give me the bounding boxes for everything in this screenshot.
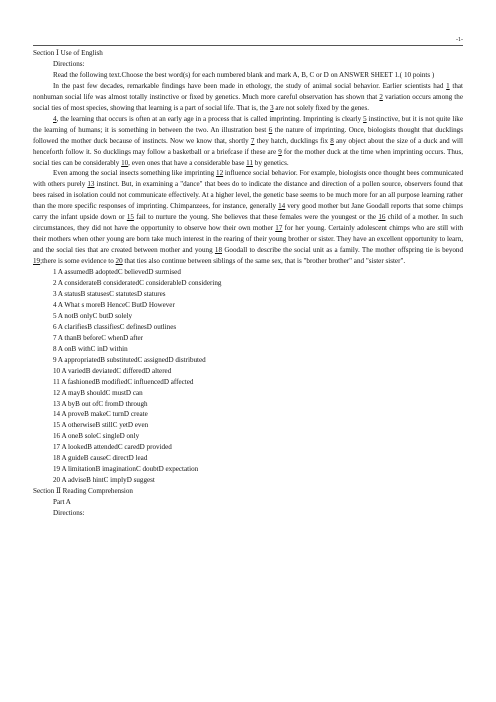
- blank: 9: [278, 147, 282, 156]
- question-item: 6 A clarifiesB classifiesC definesD outlines: [53, 322, 177, 331]
- question-item: 4 A What s moreB HenceC ButD However: [53, 300, 175, 309]
- question-item: 10 A variedB deviatedC differedD altered: [53, 366, 172, 375]
- directions-label: Directions:: [53, 509, 85, 518]
- blank: 3: [270, 103, 274, 112]
- question-item: 1 A assumedB adoptedC believedD surmised: [53, 268, 181, 277]
- blank: 20: [115, 257, 123, 266]
- blank: 10: [121, 158, 129, 167]
- question-item: 14 A proveB makeC turnD create: [53, 410, 148, 419]
- question-item: 15 A otherwiseB stillC yetD even: [53, 421, 149, 430]
- passage-paragraph-1: In the past few decades, remarkable findings have been made in ethology, the study of animal social behavior. Earlier scientists had 1 that nonhuman social life was almost totally instinctive or fixed by genetics. Much more careful observation has shown that 2 variation occurs among the social ties of most species, showing that learning is a part of social life. That is, the 3 are not solely fixed by the genes.: [33, 81, 463, 112]
- question-item: 18 A guideB causeC directD lead: [53, 454, 148, 463]
- blank: 6: [268, 125, 273, 134]
- question-item: 13 A byB out ofC fromD through: [53, 399, 148, 408]
- blank: 11: [246, 158, 253, 167]
- page-number: -1-: [456, 37, 463, 43]
- blank: 13: [87, 180, 95, 189]
- blank: 18: [214, 246, 223, 255]
- blank: 7: [250, 136, 255, 145]
- blank: 4: [53, 114, 57, 123]
- question-item: 3 A statusB statusesC statutesD statures: [53, 289, 166, 298]
- passage-paragraph-3: Even among the social insects something like imprinting 12 influence social behavior. For example, biologists once thought bees communicated with others purely 13 instinct. But, in examining a "dance" that bees do to indicate the distance and direction of a pollen source, observers found that bees raised in isolation could not communicate effectively. At a higher level, the genetic base seems to be much more for an all purpose learning rather than the more specific responses of imprinting. Chimpanzees, for instance, generally 14 very good mother but Jane Goodall reports that some chimps carry the infant upside down or 15 fail to nurture the young. She believes that these females were the youngest or the 16 child of a mother. In such circumstances, they did not have the opportunity to observe how their own mother 17 for her young. Certainly adolescent chimps who are still with their mothers when other young are born take much interest in the rearing of their young brother or sister. They have an excellent opportunity to learn, and the social ties that are created between mother and young 18 Goodall to describe the social unit as a family. The mother offspring tie is beyond 19;there is some evidence to 20 that ties also continue between siblings of the same sex, that is "brother brother" and "sister sister".: [33, 169, 464, 266]
- blank: 1: [446, 81, 450, 90]
- question-item: 8 A onB withC inD within: [53, 344, 128, 353]
- question-item: 9 A appropriatedB substitutedC assignedD distributed: [53, 355, 206, 364]
- section-heading: Section Ⅰ Use of English: [33, 49, 103, 57]
- section-heading: Section Ⅱ Reading Comprehension: [33, 487, 133, 496]
- blank: 2: [379, 92, 383, 101]
- directions-text: Read the following text.Choose the best word(s) for each numbered blank and mark A, B, C or D on ANSWER SHEET 1.( 10 points ): [53, 70, 435, 79]
- blank: 5: [363, 114, 367, 123]
- header-rule: [33, 45, 463, 46]
- blank: 8: [330, 136, 334, 145]
- question-item: 12 A mayB shouldC mustD can: [53, 388, 143, 397]
- blank: 17: [275, 224, 283, 233]
- question-item: 17 A lookedB attendedC caredD provided: [53, 443, 172, 452]
- question-item: 2 A considerateB consideratedC considerableD considering: [53, 279, 222, 288]
- blank: 19: [33, 257, 41, 266]
- directions-label: Directions:: [53, 59, 85, 68]
- document-body: [33, 48, 463, 519]
- blank: 16: [378, 213, 386, 222]
- question-item: 5 A notB onlyC butD solely: [53, 311, 133, 320]
- blank: 12: [216, 169, 224, 178]
- question-item: 20 A adviseB hintC implyD suggest: [53, 476, 155, 485]
- question-item: 16 A oneB soleC singleD only: [53, 432, 140, 441]
- question-item: 11 A fashionedB modifiedC influencedD affected: [53, 377, 194, 386]
- question-list: [33, 267, 463, 486]
- blank: 14: [278, 202, 286, 211]
- part-label: Part A: [53, 498, 71, 507]
- passage-paragraph-2: 4, the learning that occurs is often at an early age in a process that is called imprinting. Imprinting is clearly 5 instinctive, but it is not quite like the learning of humans; it is something in between the two. An illustration best 6 the nature of imprinting. Once, biologists thought that ducklings followed the mother duck because of instincts. Now we know that, shortly 7 they hatch, ducklings fix 8 any object about the size of a duck and will henceforth follow it. So ducklings may follow a basketball or a briefcase if these are 9 for the mother duck at the time when imprinting occurs. Thus, social ties can be considerably 10, even ones that have a considerable base 11 by genetics.: [33, 114, 464, 167]
- question-item: 7 A thanB beforeC whenD after: [53, 333, 144, 342]
- blank: 15: [126, 213, 134, 222]
- question-item: 19 A limitationB imaginationC doubtD expectation: [53, 465, 199, 474]
